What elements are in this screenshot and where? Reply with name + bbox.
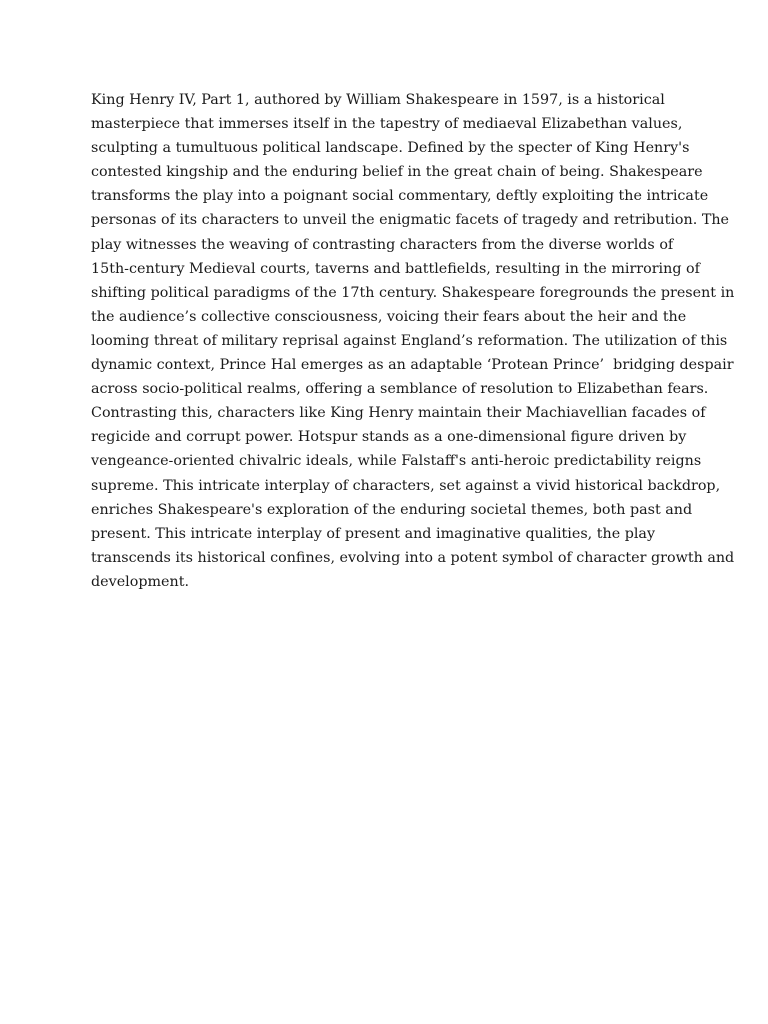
body-paragraph	[91, 88, 735, 594]
paragraph-line: development.	[91, 573, 189, 590]
paragraph-line: play witnesses the weaving of contrasting characters from the diverse worlds of	[91, 236, 674, 253]
paragraph-line: enriches Shakespeare's exploration of the enduring societal themes, both past and	[91, 501, 693, 518]
paragraph-line: sculpting a tumultuous political landscape. Defined by the specter of King Henry's	[91, 140, 690, 157]
paragraph-line: supreme. This intricate interplay of characters, set against a vivid historical backdrop,	[91, 477, 721, 494]
paragraph-line: looming threat of military reprisal against England’s reformation. The utilization of this	[91, 332, 728, 349]
paragraph-line: masterpiece that immerses itself in the tapestry of mediaeval Elizabethan values,	[91, 116, 683, 133]
paragraph-line: across socio-political realms, offering a semblance of resolution to Elizabethan fears.	[91, 381, 709, 398]
paragraph-line: vengeance-oriented chivalric ideals, while Falstaff's anti-heroic predictability reigns	[91, 453, 702, 470]
paragraph-line: transforms the play into a poignant social commentary, deftly exploiting the intricate	[91, 188, 709, 205]
paragraph-line: personas of its characters to unveil the enigmatic facets of tragedy and retribution. The	[91, 212, 730, 229]
paragraph-line: present. This intricate interplay of present and imaginative qualities, the play	[91, 525, 656, 542]
paragraph-line: shifting political paradigms of the 17th century. Shakespeare foregrounds the present in	[91, 284, 735, 301]
paragraph-line: regicide and corrupt power. Hotspur stands as a one-dimensional figure driven by	[91, 429, 687, 446]
paragraph-line: dynamic context, Prince Hal emerges as an adaptable ‘Protean Prince’ bridging despair	[91, 357, 734, 374]
paragraph-line: transcends its historical confines, evolving into a potent symbol of character growth and	[91, 549, 735, 566]
paragraph-line: Contrasting this, characters like King Henry maintain their Machiavellian facades of	[91, 405, 706, 422]
paragraph-line: King Henry IV, Part 1, authored by William Shakespeare in 1597, is a historical	[91, 92, 665, 108]
paragraph-line: the audience’s collective consciousness, voicing their fears about the heir and the	[91, 308, 687, 325]
paragraph-line: 15th-century Medieval courts, taverns and battlefields, resulting in the mirroring of	[91, 260, 700, 277]
paragraph-line: contested kingship and the enduring belief in the great chain of being. Shakespeare	[91, 164, 703, 181]
